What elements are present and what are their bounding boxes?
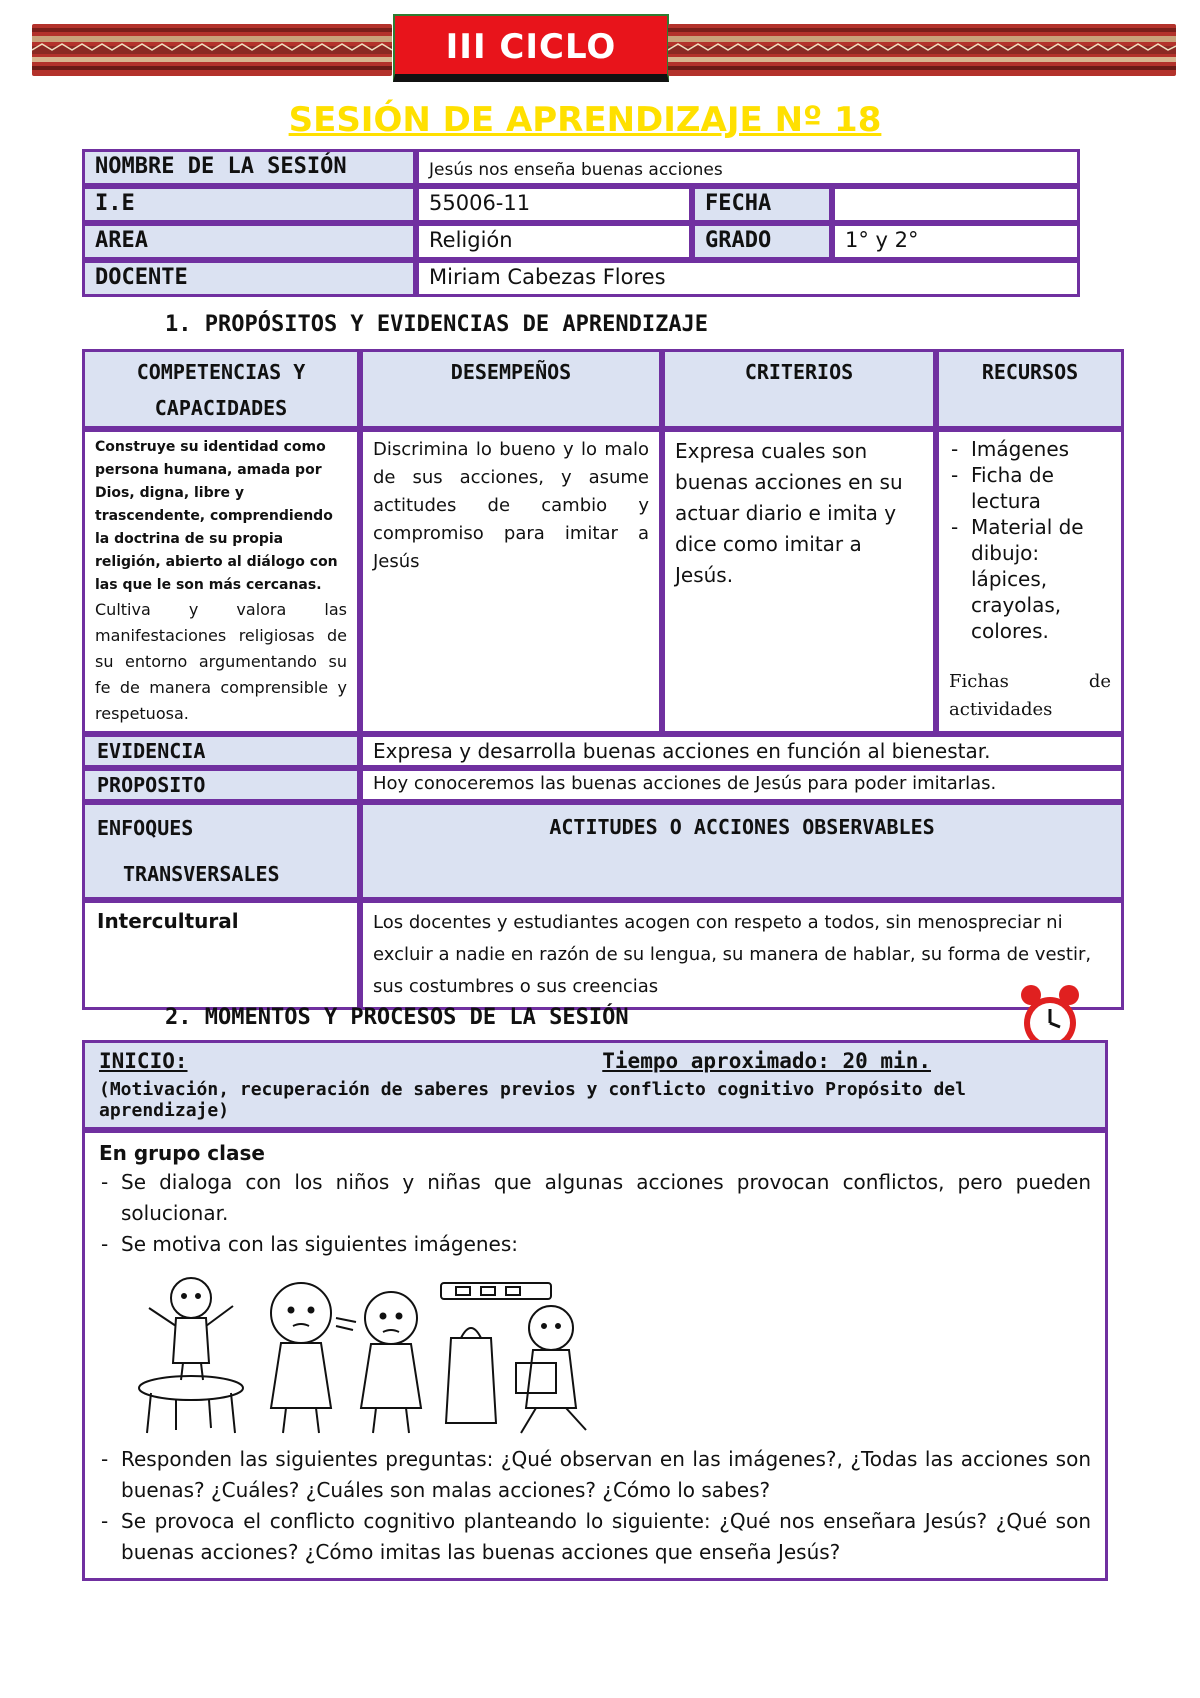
nombre-value: Jesús nos enseña buenas acciones <box>416 149 1080 186</box>
inicio-content <box>82 1130 1108 1581</box>
desempeno-cell: Discrimina lo bueno y lo malo de sus acciones, y asume actitudes de cambio y compromiso para imitar a Jesús <box>360 429 662 734</box>
nombre-label: NOMBRE DE LA SESIÓN <box>82 149 416 186</box>
header-recursos: RECURSOS <box>936 349 1124 429</box>
list-item: - Se provoca el conflicto cognitivo planteando lo siguiente: ¿Qué nos enseñara Jesús? ¿Qué son buenas acciones? ¿Cómo imitas las buenas acciones que enseña Jesús? <box>99 1506 1091 1568</box>
header-desempenos: DESEMPEÑOS <box>360 349 662 429</box>
enfoque-text: Los docentes y estudiantes acogen con respeto a todos, sin menospreciar ni excluir a nadie en razón de su lengua, su manera de hablar, su forma de vestir, sus costumbres o sus creencias <box>360 900 1124 1010</box>
list-item: - Se dialoga con los niños y niñas que algunas acciones provocan conflictos, pero pueden solucionar. <box>99 1167 1091 1229</box>
header-competencias: COMPETENCIAS Y CAPACIDADES <box>82 349 360 429</box>
capacidad-text: Cultiva y valora las manifestaciones religiosas de su entorno argumentando su fe de manera comprensible y respetuosa. <box>95 600 347 723</box>
motivation-images <box>121 1268 1091 1438</box>
proposito-label: PROPOSITO <box>82 768 360 802</box>
fecha-label: FECHA <box>692 186 832 223</box>
criterio-cell: Expresa cuales son buenas acciones en su actuar diario e imita y dice como imitar a Jesús. <box>662 429 936 734</box>
enfoques-line-2: TRANSVERSALES <box>123 862 280 886</box>
header-pattern-right <box>668 24 1176 76</box>
docente-label: DOCENTE <box>82 260 416 297</box>
enfoque-name: Intercultural <box>82 900 360 1010</box>
enfoques-label <box>82 802 360 900</box>
fichas-de: de <box>1088 671 1111 692</box>
competencia-text: Construye su identidad como persona humana, amada por Dios, digna, libre y trascendente, comprendiendo la doctrina de su propia religión, abierto al diálogo con las que le son más cercanas. <box>95 439 338 593</box>
tiempo-label: Tiempo aproximado: 20 min. <box>602 1049 931 1073</box>
page-title: SESIÓN DE APRENDIZAJE Nº 18 <box>288 100 882 140</box>
evidencia-value: Expresa y desarrolla buenas acciones en función al bienestar. <box>360 734 1124 768</box>
inicio-list <box>99 1167 1091 1260</box>
list-item: - Responden las siguientes preguntas: ¿Qué observan en las imágenes?, ¿Todas las acciones son buenas? ¿Cuáles? ¿Cuáles son malas acciones? ¿Cómo lo sabes? <box>99 1444 1091 1506</box>
recursos-list <box>949 436 1111 644</box>
grado-label: GRADO <box>692 223 832 260</box>
header-criterios: CRITERIOS <box>662 349 936 429</box>
momentos-table <box>82 1040 1108 1581</box>
fichas-word: Fichas <box>949 671 1009 692</box>
fecha-value <box>832 186 1080 223</box>
grado-value: 1° y 2° <box>832 223 1080 260</box>
section-1-heading: 1. PROPÓSITOS Y EVIDENCIAS DE APRENDIZAJE <box>165 312 709 337</box>
recursos-cell <box>936 429 1124 734</box>
docente-value: Miriam Cabezas Flores <box>416 260 1080 297</box>
competencias-table <box>82 349 1124 1010</box>
inicio-header <box>82 1040 1108 1130</box>
children-arguing-illustration <box>271 1283 421 1433</box>
area-label: AREA <box>82 223 416 260</box>
child-with-backpack-illustration <box>441 1283 586 1433</box>
fichas-actividades: actividades <box>949 699 1053 720</box>
ie-label: I.E <box>82 186 416 223</box>
grupo-label: En grupo clase <box>99 1141 265 1165</box>
list-item: - Se motiva con las siguientes imágenes: <box>99 1229 1091 1260</box>
inicio-label: INICIO: <box>99 1049 188 1073</box>
evidencia-label: EVIDENCIA <box>82 734 360 768</box>
inicio-list-continued <box>99 1444 1091 1568</box>
enfoques-line-1: ENFOQUES <box>97 816 194 840</box>
ciclo-badge: III CICLO <box>393 14 669 82</box>
section-2-heading: 2. MOMENTOS Y PROCESOS DE LA SESIÓN <box>165 1005 629 1030</box>
competencia-cell <box>82 429 360 734</box>
inicio-subtitle: (Motivación, recuperación de saberes previos y conflicto cognitivo Propósito del aprendizaje) <box>99 1079 966 1121</box>
header-pattern-left <box>32 24 392 76</box>
child-on-table-illustration <box>139 1278 243 1433</box>
area-value: Religión <box>416 223 692 260</box>
info-table <box>82 149 1080 297</box>
proposito-value: Hoy conoceremos las buenas acciones de Jesús para poder imitarlas. <box>360 768 1124 802</box>
recurso-item: - Imágenes <box>949 436 1111 462</box>
recurso-item: - Material de dibujo: lápices, crayolas, colores. <box>949 514 1111 644</box>
fichas-line <box>949 668 1111 696</box>
ie-value: 55006-11 <box>416 186 692 223</box>
recurso-item: - Ficha de lectura <box>949 462 1111 514</box>
actitudes-label: ACTITUDES O ACCIONES OBSERVABLES <box>360 802 1124 900</box>
